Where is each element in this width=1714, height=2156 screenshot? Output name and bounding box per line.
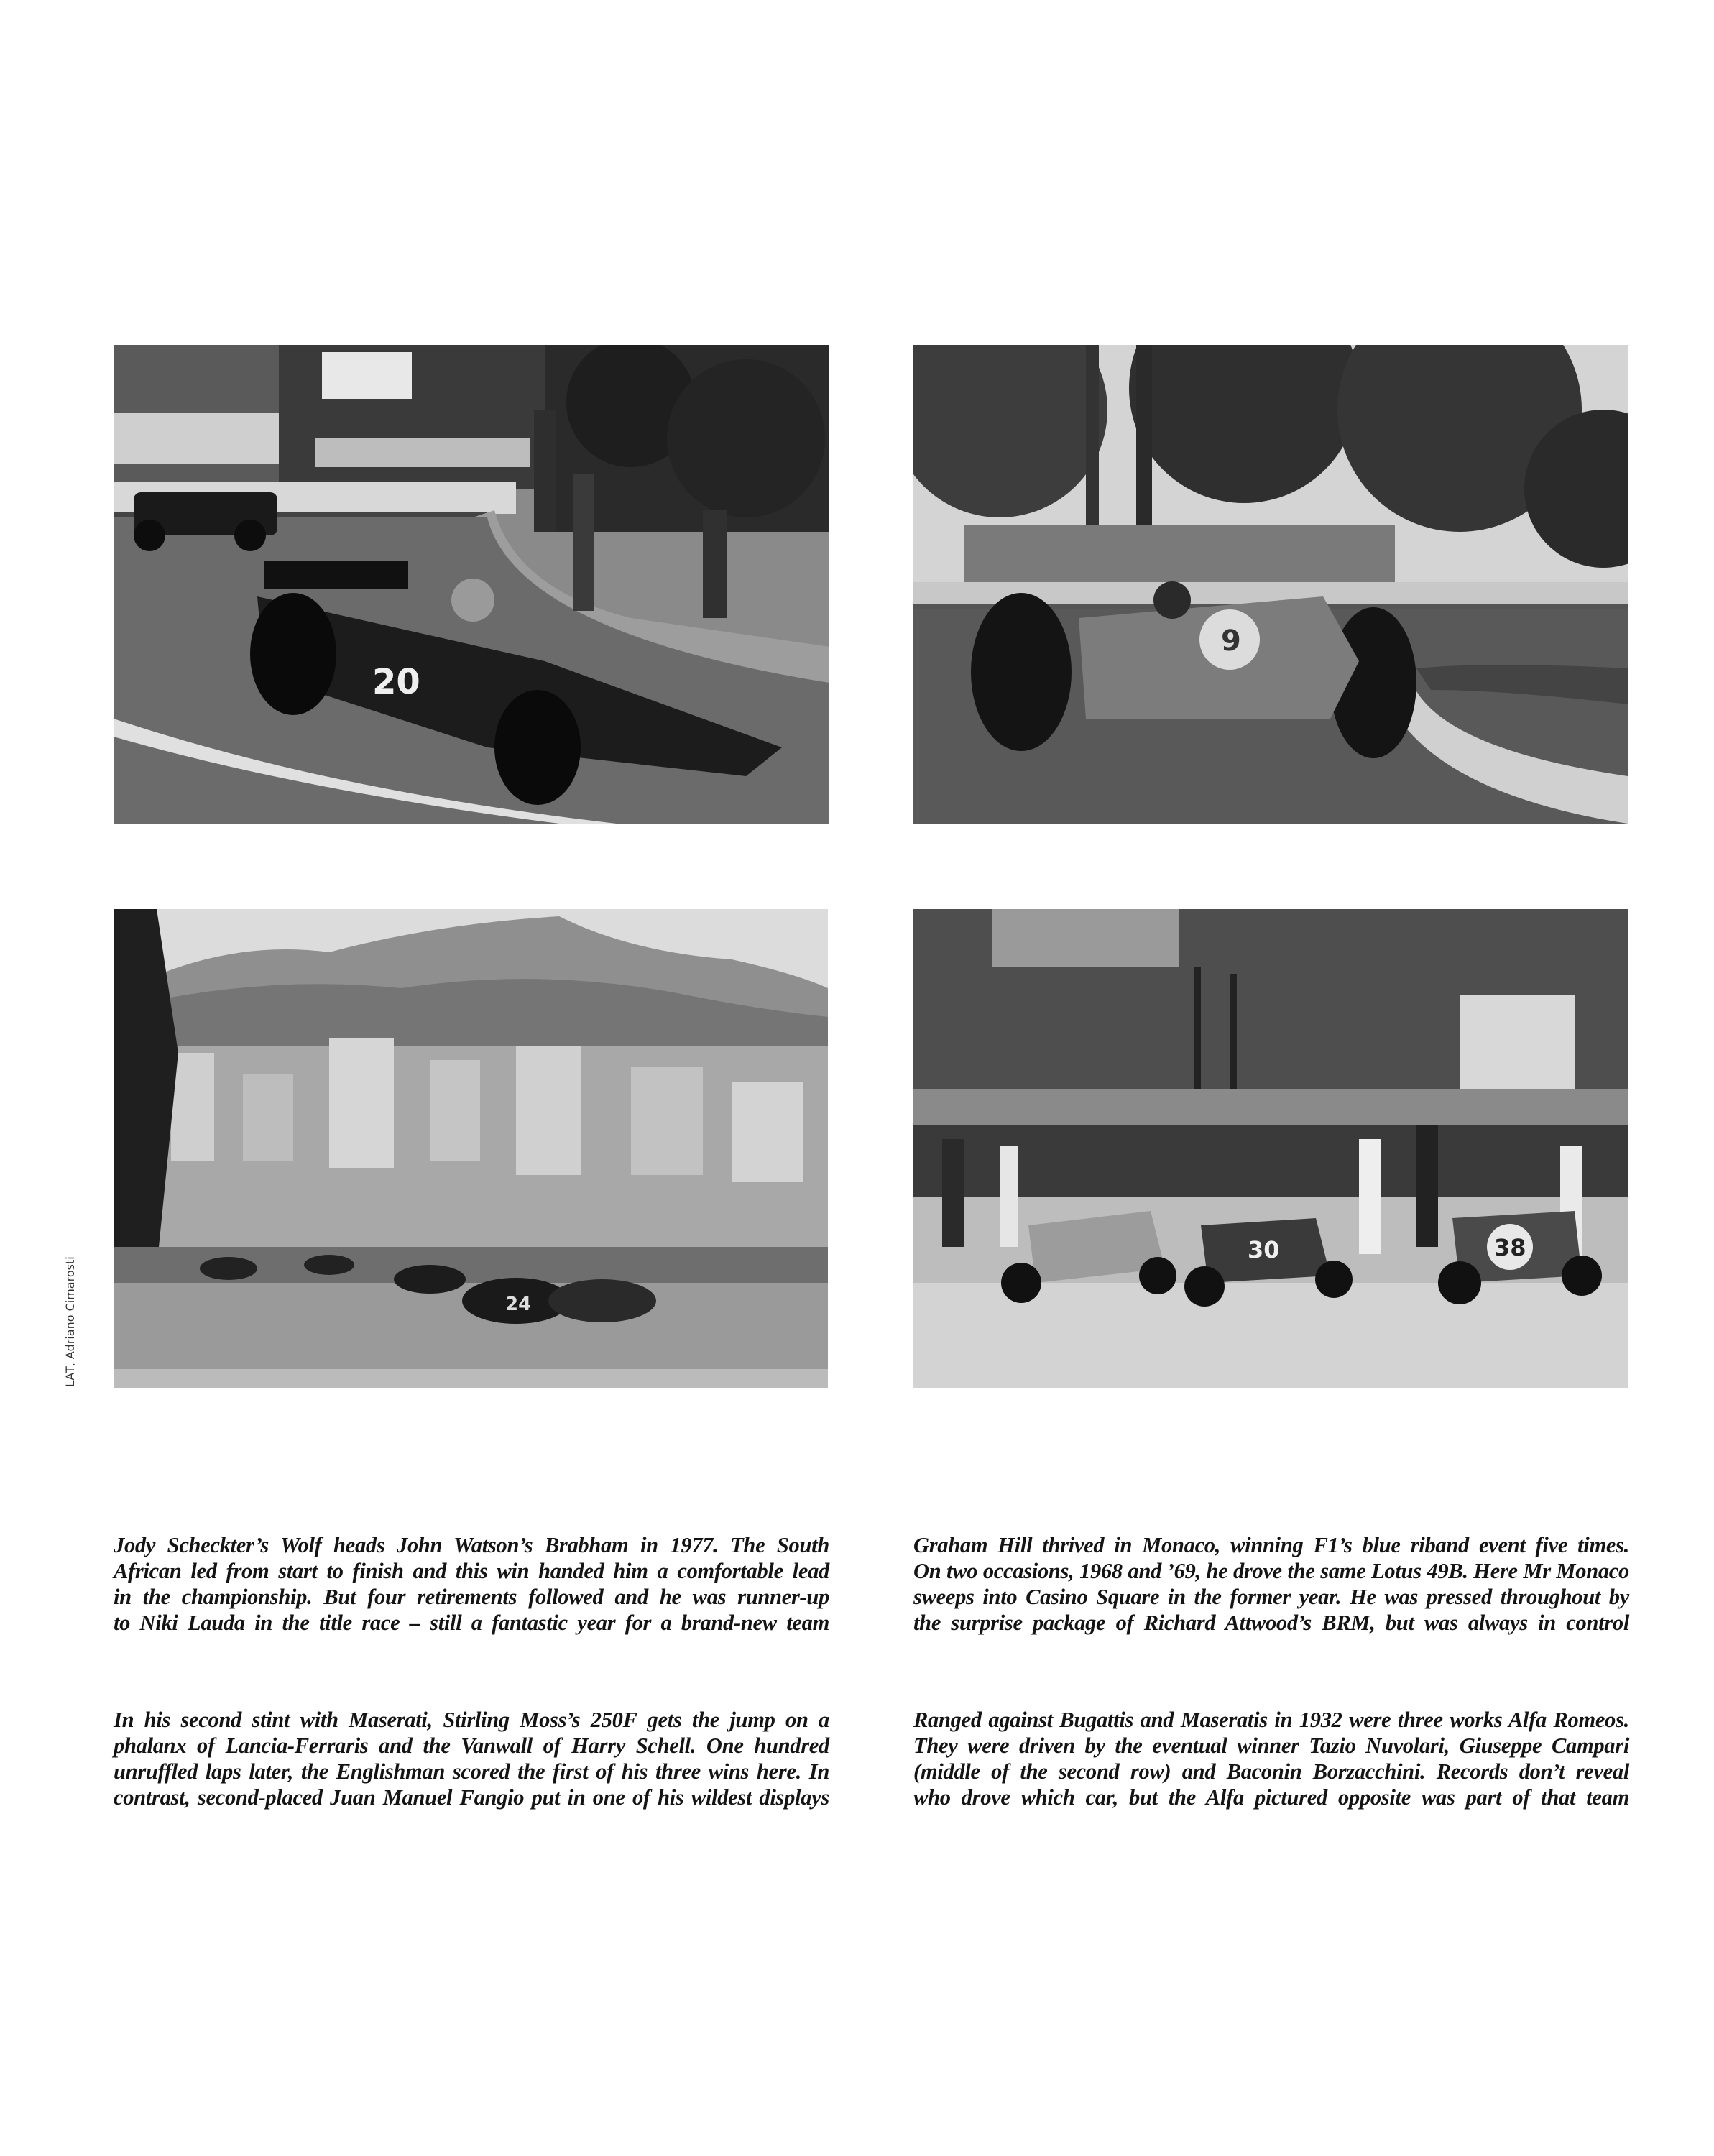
caption-hill-lotus: [913, 1532, 1629, 1636]
photo-credit: LAT, Adriano Cimarosti: [63, 1256, 77, 1387]
photo-moss-maserati: [114, 909, 828, 1388]
caption-line: who drove which car, but the Alfa pictured opposite was part of that team: [913, 1785, 1629, 1810]
caption-line: (middle of the second row) and Baconin Borzacchini. Records don’t reveal: [913, 1759, 1629, 1784]
caption-line: Graham Hill thrived in Monaco, winning F1’s blue riband event five times.: [913, 1533, 1629, 1557]
caption-line: in the championship. But four retirements followed and he was runner-up: [114, 1585, 829, 1609]
caption-line: sweeps into Casino Square in the former year. He was pressed throughout by: [913, 1585, 1629, 1609]
photo-alfa-1932-grid: [913, 909, 1628, 1388]
caption-moss-maserati: [114, 1707, 829, 1810]
caption-line: unruffled laps later, the Englishman scored the first of his three wins here. In: [114, 1759, 829, 1784]
caption-line: In his second stint with Maserati, Stirling Moss’s 250F gets the jump on a: [114, 1708, 829, 1732]
caption-line: Jody Scheckter’s Wolf heads John Watson’s Brabham in 1977. The South: [114, 1533, 829, 1557]
caption-alfa-1932: [913, 1707, 1629, 1810]
caption-line: On two occasions, 1968 and ’69, he drove the same Lotus 49B. Here Mr Monaco: [913, 1559, 1629, 1583]
caption-line: to Niki Lauda in the title race – still a fantastic year for a brand-new team: [114, 1611, 829, 1635]
photo-moss-maserati-graphic: [114, 909, 828, 1388]
photo-wolf-brabham-graphic: [114, 345, 829, 824]
photo-hill-lotus-graphic: [913, 345, 1628, 824]
photo-wolf-brabham-1977: [114, 345, 829, 824]
car-number-wolf: 20: [372, 662, 420, 702]
caption-line: contrast, second-placed Juan Manuel Fangio put in one of his wildest displays: [114, 1785, 829, 1810]
car-number-maserati: 24: [505, 1294, 532, 1315]
car-number-lotus: 9: [1221, 625, 1241, 658]
caption-line: phalanx of Lancia-Ferraris and the Vanwall of Harry Schell. One hundred: [114, 1733, 829, 1758]
caption-wolf-1977: [114, 1532, 829, 1636]
caption-line: African led from start to finish and this win handed him a comfortable lead: [114, 1559, 829, 1583]
caption-line: Ranged against Bugattis and Maseratis in 1932 were three works Alfa Romeos.: [913, 1708, 1629, 1732]
photo-hill-lotus-1968: [913, 345, 1628, 824]
caption-line: They were driven by the eventual winner Tazio Nuvolari, Giuseppe Campari: [913, 1733, 1629, 1758]
car-number-alfa: 38: [1494, 1234, 1526, 1261]
photo-alfa-1932-graphic: [913, 909, 1628, 1388]
caption-line: the surprise package of Richard Attwood’s BRM, but was always in control: [913, 1611, 1629, 1635]
car-number-bugatti: 30: [1248, 1236, 1280, 1263]
